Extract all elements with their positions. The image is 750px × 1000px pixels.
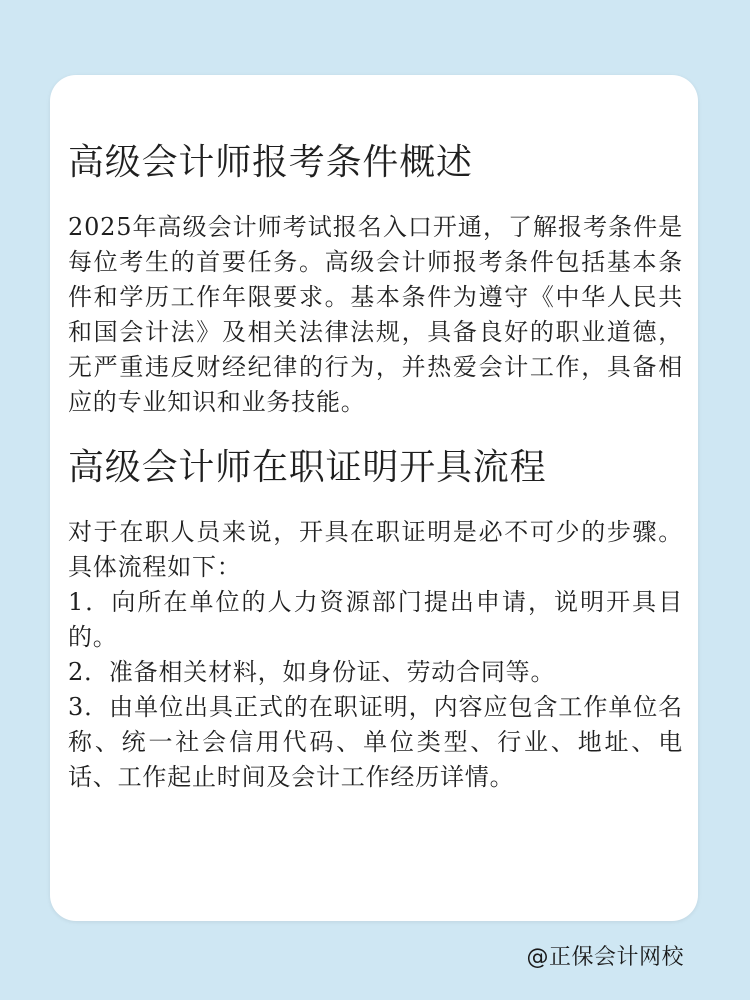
overview-paragraph: 2025年高级会计师考试报名入口开通，了解报考条件是每位考生的首要任务。高级会计师报考条件包括基本条件和学历工作年限要求。基本条件为遵守《中华人民共和国会计法》及相关法律法规，具备良好的职业道德，无严重违反财经纪律的行为，并热爱会计工作，具备相应的专业知识和业务技能。 (68, 213, 683, 416)
procedure-steps (68, 585, 683, 795)
procedure-intro: 对于在职人员来说，开具在职证明是必不可少的步骤。具体流程如下： (68, 518, 683, 581)
section-heading-overview: 高级会计师报考条件概述 (68, 142, 473, 183)
watermark-text: @正保会计网校 (526, 945, 684, 970)
procedure-step: 3．由单位出具正式的在职证明，内容应包含工作单位名称、统一社会信用代码、单位类型、行业、地址、电话、工作起止时间及会计工作经历详情。 (68, 693, 683, 791)
section-heading-procedure: 高级会计师在职证明开具流程 (68, 447, 547, 488)
article-body (68, 142, 683, 795)
content-card (50, 75, 698, 921)
procedure-step: 1．向所在单位的人力资源部门提出申请，说明开具目的。 (68, 588, 683, 651)
procedure-step: 2．准备相关材料，如身份证、劳动合同等。 (68, 658, 556, 686)
